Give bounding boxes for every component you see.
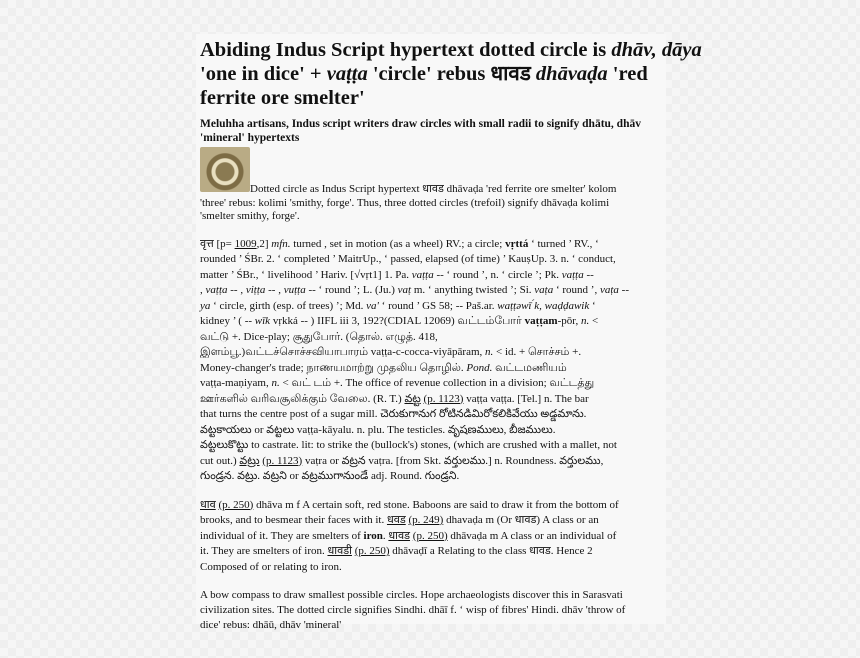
- text-line: [200, 498, 662, 514]
- dictionary-entry-dhava: [200, 498, 662, 576]
- text-segment: --: [618, 284, 629, 296]
- reference-link[interactable]: धवड: [386, 514, 406, 526]
- dotted-circle-seal-image: [200, 147, 250, 192]
- page-title: [200, 38, 702, 110]
- document-page: [196, 34, 702, 631]
- text-line: [200, 62, 662, 86]
- text-segment: vaṭ: [397, 284, 412, 296]
- text-segment: Meluhha artisans, Indus script writers draw circles with small radii to signify dhātu, dhāv: [200, 118, 641, 130]
- text-segment: vaṭṭam: [524, 315, 558, 327]
- reference-link[interactable]: (p. 250): [218, 498, 254, 511]
- text-segment: vuṭṭa: [283, 284, 306, 296]
- document-content: [200, 38, 702, 633]
- text-line: [200, 423, 662, 439]
- text-segment: ‘ circle, girth (esp. of trees) ’; Md.: [210, 299, 367, 312]
- text-line: [200, 345, 662, 361]
- text-line: [200, 618, 662, 633]
- reference-link[interactable]: (p. 250): [412, 529, 448, 542]
- text-segment: dhāvaḍa m A class or an individual of: [447, 529, 617, 542]
- text-segment: -- ,: [227, 284, 246, 296]
- text-line: [200, 299, 662, 315]
- text-segment: ,: [200, 284, 206, 296]
- text-segment: rounded ’ ŚBr. 2. ‘ completed ’ MaitrUp., ‘ passed, elapsed (of time) ’ KauṣUp. 3. n. ‘ conduct,: [200, 253, 616, 265]
- text-line: [200, 237, 662, 253]
- text-segment: ferrite ore smelter': [200, 87, 365, 109]
- text-segment: civilization sites. The dotted circle signifies Sindhi. dhāī f. ‘ wisp of fibres' Hindi. dhāv 'throw of: [200, 604, 626, 616]
- text-segment: brooks, and to besmear their faces with it.: [200, 514, 387, 526]
- text-line: [200, 132, 662, 146]
- text-segment: dhāvaḍa: [535, 63, 608, 85]
- text-segment: <: [589, 315, 599, 327]
- text-segment: ‘ round ’ GS 58; -- Paš.ar.: [378, 299, 498, 312]
- text-line: [200, 588, 662, 603]
- text-segment: ,2]: [256, 237, 272, 250]
- text-segment: vaṭṭa-maṇiyam,: [200, 377, 272, 389]
- dictionary-entry-vrtta: [200, 237, 662, 485]
- text-segment: vaṭa: [534, 284, 554, 296]
- text-segment: vaṭṭa vaṭṭa. [Tel.] n. The bar: [463, 392, 589, 405]
- reference-link[interactable]: (p. 249): [408, 514, 444, 526]
- reference-link[interactable]: వట్ట: [404, 392, 421, 405]
- text-segment: 'smelter smithy, forge'.: [200, 210, 300, 222]
- text-segment: வட்டமணியம்: [492, 361, 567, 374]
- text-segment: waṭṭəwī ́k, waḍḍawik: [497, 299, 590, 312]
- text-segment: wīk: [254, 315, 271, 327]
- text-segment: dhāvaḍī a Relating to the class धावड. Hence 2: [389, 545, 593, 557]
- text-segment: < id. + சொச்சம் +.: [493, 346, 582, 358]
- text-line: [200, 544, 662, 560]
- text-line: [200, 560, 662, 576]
- text-line: [200, 376, 662, 392]
- text-line: [200, 283, 662, 299]
- reference-link[interactable]: 1009: [234, 237, 257, 250]
- text-segment: dhavaḍa m (Or धावड) A class or an: [443, 514, 599, 526]
- text-segment: m. ‘ anything twisted ’; Si.: [411, 284, 535, 296]
- text-line: [200, 392, 662, 408]
- text-segment: viṭṭa: [245, 284, 266, 296]
- text-segment: that turns the centre post of a sugar mill. చెరుకుగానుగ రోటినడిమిరోకలికివేయు అడ్డమాను.: [200, 408, 587, 420]
- text-segment: turned , set in motion (as a wheel) RV.; a circle;: [290, 237, 506, 250]
- text-line: [200, 529, 662, 545]
- reference-link[interactable]: धाव: [200, 498, 216, 511]
- text-segment: --: [583, 268, 594, 281]
- text-line: [200, 407, 662, 423]
- subtitle: [200, 118, 662, 145]
- text-segment: Dotted circle as Indus Script hypertext धावड dhāvaḍa 'red ferrite ore smelter' kolom: [250, 183, 617, 195]
- text-segment: dhāva m f A certain soft, red stone. Baboons are said to draw it from the bottom of: [253, 498, 619, 511]
- text-segment: va': [366, 299, 379, 312]
- text-segment: 'one in dice' +: [200, 63, 327, 85]
- text-segment: வட்டு +. Dice-play; சூதுபோர். (தொல். எழுத். 418,: [200, 330, 438, 343]
- text-line: [200, 361, 662, 377]
- text-segment: గుండ్రన. వట్రు. వట్రని or వట్రముగానుండే adj. Round. గుండ్రని.: [200, 470, 460, 482]
- text-segment: individual of it. They are smelters of: [200, 529, 364, 542]
- text-line: [200, 513, 662, 529]
- text-segment: 'three' rebus: kolimi 'smithy, forge'. Thus, three dotted circles (trefoil) signify dhāvaḍa kolimi: [200, 196, 610, 209]
- text-segment: vaṭra or వట్రన vaṭra. [from Skt. వర్తులము.] n. Roundness. వర్తులము,: [302, 454, 604, 467]
- figure-row: [200, 147, 662, 195]
- text-line: [200, 438, 662, 454]
- text-segment: இளம்பூ.)வட்டச்சொச்சவியாபாரம் vaṭṭa-c-cocca-viyāpāram,: [200, 346, 486, 358]
- text-segment: vaṭṭa: [561, 268, 584, 281]
- text-segment: matter ’ ŚBr., ‘ livelihood ’ Hariv. [√vṛt1] 1. Pa.: [200, 268, 412, 281]
- text-segment: vṛttá: [505, 237, 529, 250]
- text-segment: Pond.: [466, 361, 493, 374]
- text-line: [200, 86, 662, 110]
- text-segment: Abiding Indus Script hypertext dotted circle is: [200, 39, 612, 61]
- text-segment: n.: [485, 346, 494, 358]
- text-segment: vṛkká -- ) IIFL iii 3, 192?(CDIAL 12069) வட்டம்போர்: [270, 315, 525, 327]
- closing-paragraph: [200, 588, 662, 633]
- text-segment: mfn.: [271, 237, 291, 250]
- text-segment: vaṭṭa: [326, 63, 368, 85]
- text-segment: n.: [271, 377, 280, 389]
- text-segment: ‘ round ’,: [553, 284, 600, 296]
- text-line: [200, 197, 662, 211]
- reference-link[interactable]: వట్రు: [239, 454, 260, 467]
- reference-link[interactable]: (p. 1123): [262, 454, 303, 467]
- text-segment: వట్టకాయలు or వట్టలు vaṭṭa-kāyalu. n. plu. The testicles. వృషణములు, బీజములు.: [200, 423, 556, 436]
- text-segment: 'circle' rebus धावड: [367, 63, 536, 85]
- text-segment: vaṭa: [599, 284, 619, 296]
- text-line: [200, 469, 662, 485]
- text-segment: ‘: [589, 299, 596, 312]
- text-segment: kidney ’ ( --: [200, 315, 255, 327]
- reference-link[interactable]: धावड: [388, 529, 411, 542]
- reference-link[interactable]: (p. 1123): [423, 392, 464, 405]
- reference-link[interactable]: धावडी: [327, 545, 352, 557]
- text-line: [200, 268, 662, 284]
- text-segment: -- ‘ round ’, n. ‘ circle ’; Pk.: [433, 268, 562, 281]
- text-segment: ஊர்களில் வரிவசூலிக்கும் வேலை. (R. T.): [200, 392, 405, 405]
- text-segment: cut out.): [200, 454, 240, 467]
- text-segment: Composed of or relating to iron.: [200, 560, 342, 573]
- text-segment: n.: [580, 315, 590, 327]
- text-segment: dhāv, dāya: [611, 39, 702, 61]
- reference-link[interactable]: (p. 250): [354, 545, 390, 557]
- text-segment: dice' rebus: dhāū, dhāv 'mineral': [200, 619, 342, 631]
- text-line: [200, 314, 662, 330]
- text-segment: it. They are smelters of iron.: [200, 545, 328, 557]
- text-segment: Money-changer's trade; நாணயமாற்று முதலிய தொழில்.: [200, 361, 467, 374]
- text-segment: vaṭṭa: [205, 284, 228, 296]
- text-segment: वृत्त [p=: [200, 237, 235, 250]
- text-segment: iron: [363, 529, 383, 542]
- text-line: [200, 118, 662, 132]
- text-segment: 'red: [607, 63, 648, 85]
- text-segment: -- ,: [265, 284, 284, 296]
- text-line: [200, 210, 662, 224]
- text-line: [200, 38, 702, 62]
- text-segment: < வட் டம் +. The office of revenue collection in a division; வட்டத்து: [279, 377, 595, 389]
- text-segment: ‘ turned ’ RV., ‘: [528, 237, 599, 250]
- text-segment: vaṭṭa: [411, 268, 434, 281]
- text-segment: A bow compass to draw smallest possible circles. Hope archaeologists discover this in Sarasvati: [200, 589, 623, 601]
- text-segment: 'mineral' hypertexts: [200, 131, 300, 144]
- text-segment: ya: [200, 299, 211, 312]
- text-line: [200, 603, 662, 618]
- text-segment: -- ‘ round ’; L. (Ju.): [305, 284, 398, 296]
- text-segment: -pōr,: [557, 315, 581, 327]
- text-line: [200, 252, 662, 268]
- text-segment: వట్టలుకొట్టు to castrate. lit: to strike the (bullock's) stones, (which are crushed with a mallet, not: [200, 439, 617, 451]
- text-line: [200, 454, 662, 470]
- text-line: [200, 330, 662, 346]
- text-segment: .: [382, 529, 389, 542]
